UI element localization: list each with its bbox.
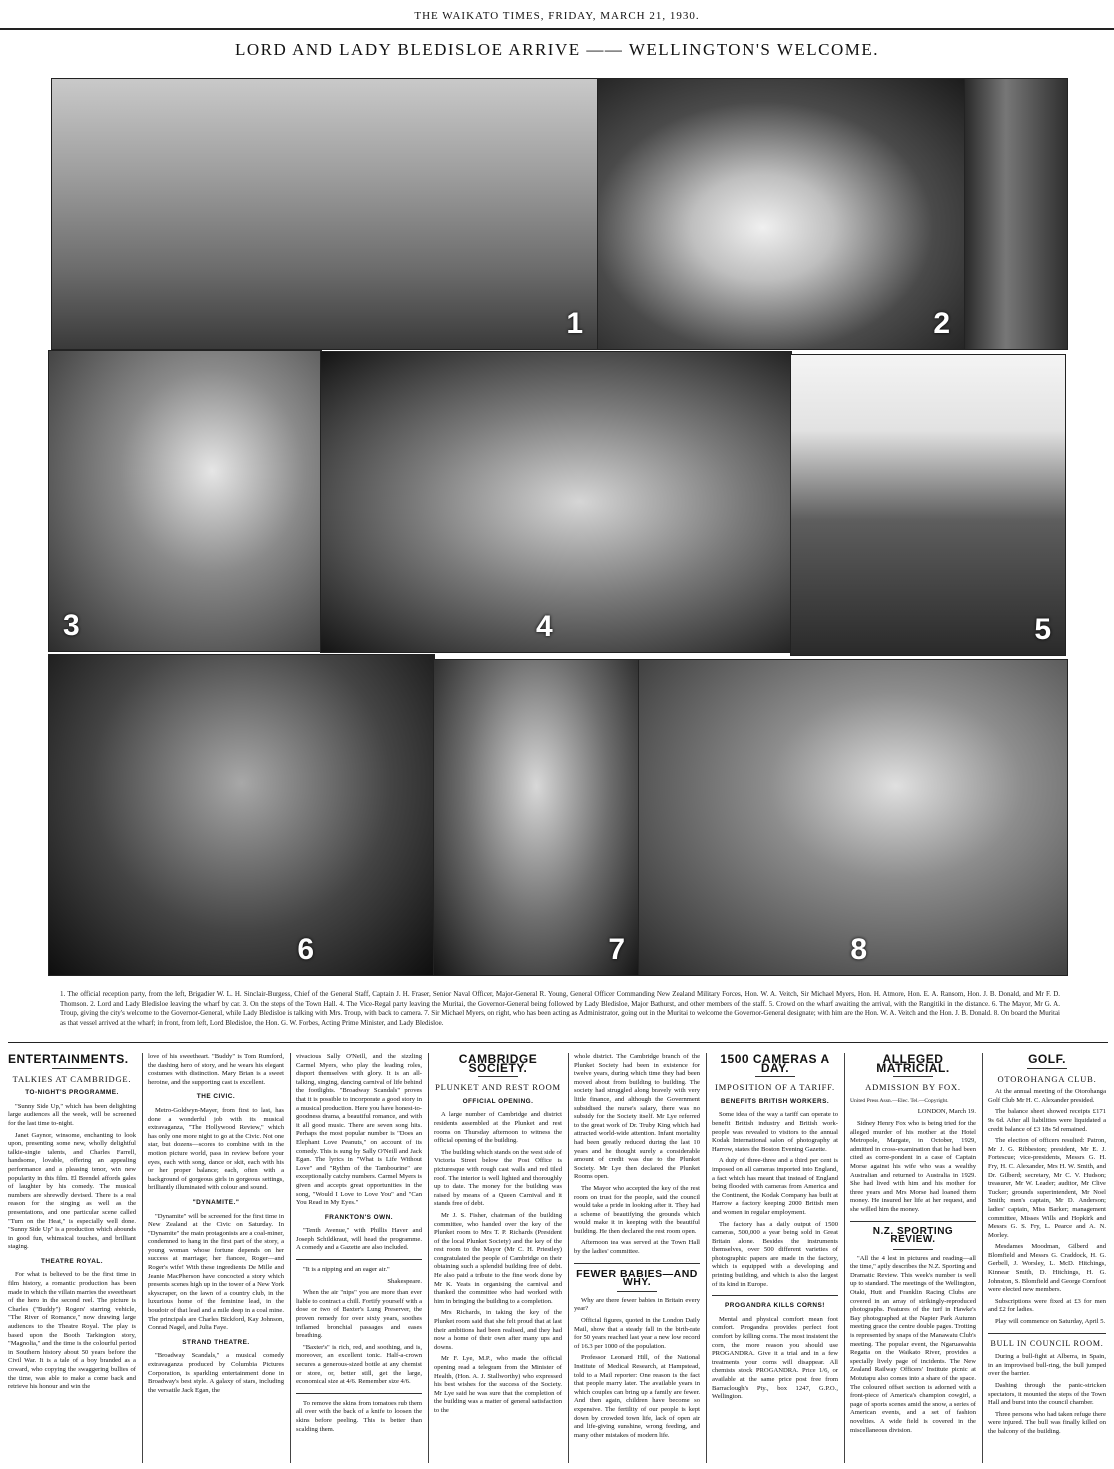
section-head: "DYNAMITE." xyxy=(192,1198,240,1206)
headline: CAMBRIDGE SOCIETY. xyxy=(458,1053,538,1075)
column-entertainments xyxy=(8,1053,136,1463)
photo-mayor-welcome xyxy=(48,654,435,976)
headline: 1500 CAMERAS A DAY. xyxy=(720,1053,830,1075)
paragraph: Dashing through the panic-stricken spectators, it mounted the steps of the Town Hall and burst into the council chamber. xyxy=(988,1382,1106,1407)
photo-vice-regal-party xyxy=(320,351,792,653)
subheadline: OTOROHANGA CLUB. xyxy=(997,1073,1097,1084)
paragraph: The election of officers resulted: Patron, Mr J. G. Ribbeston; president, Mr E. J. Fortescue; vice-presidents, Messrs G. H. Fry, H. C. Alexander, Mrs H. W. Smith, and Dr. Gilberd; secretary, Mr C. V. Hudson; treasurer, Mr W. Leader; auditor, Mr Clive Tucker; grounds superintendent, Mr Noel Smith; men's captain, Mr D. Anderson; ladies' captain, Miss Barker; management committee, Misses Wills and Hopkirk and Messrs G. S. Fry, L. Pearce and A. N. Morley. xyxy=(988,1137,1106,1239)
column-alleged-matricial xyxy=(850,1053,976,1463)
paragraph: vivacious Sally O'Neill, and the sizzling Carmel Myers, who play the leading roles, disport themselves with glory. It is an all-talking, singing, dancing carnival of life behind the footlights. "Broadway Scandals" proves that it is possible to incorporate a good story in a musical production. Here you have honest-to-goodness drama, a beautiful romance, and with it all good music. There are seven song hits. Perhaps the most popular number is "Does an Elephant Love Peanuts," on account of its comedy. This is sung by Sally O'Neill and Jack Egan. The lyrics in "What is Life Without Love" and "Rythm of the Tambourine" are exceptionally catchy numbers. Carmel Myers is given and accepts great opportunities in the song, "Would I Love to Love You" and "Can You Read in My Eyes." xyxy=(296,1053,422,1207)
paragraph: Subscriptions were fixed at £3 for men and £2 for ladies. xyxy=(988,1297,1106,1314)
paragraph: "Dynamite" will be screened for the first time in New Zealand at the Civic on Saturday. In "Dynamite" the main protagonists are a coal-miner, condemned to hang in the first part of the story, a young woman whose fortune depends on her success at marriage; her fiancee, Roger—and Roger's wife! With these ingredients De Mille and Jeanie MacPherson have concocted a story which presents scenes high up in the tower of a New York skyscraper, on the lawn of a country club, in the luxurious home of the feminine lead, in the boudoir of that lead and a mile deep in a coal mine. The principals are Charles Bickford, Kay Johnson, Conrad Nagel, and Julia Faye. xyxy=(148,1212,284,1332)
paragraph: "Broadway Scandals," a musical comedy extravaganza produced by Columbia Pictures Corporation, is sparkling entertainment done in Broadway's best style. A galaxy of stars, including the versatile Jack Egan, the xyxy=(148,1352,284,1394)
column-golf xyxy=(988,1053,1106,1463)
paragraph: A large number of Cambridge and district residents assembled at the Plunket and rest rooms on Thursday afternoon to witness the official opening of the building. xyxy=(434,1111,562,1145)
paragraph: love of his sweetheart. "Buddy" is Tom Rumford, the dashing hero of story, and he wears his elegant costumes with distinction. Mary Brian is a sweet heroine, and the supporting cast is excellent. xyxy=(148,1053,284,1086)
photo-on-board-muritai xyxy=(638,659,1068,976)
paragraph: The balance sheet showed receipts £171 9s 6d. After all liabilities were liquidated a credit balance of £3 18s 5d remained. xyxy=(988,1108,1106,1133)
paragraph: Mental and physical comfort mean foot comfort. Progandra provides perfect foot comfort by killing corns. The most insistent the corn, the more reason you should use PROGANDRA. Give it a trial and in a few treatments your corns will disappear. All chemists stock PROGANDRA. Price 1/6, or available at the same price post free from Barraclough's Pty., box 1247, G.P.O., Wellington. xyxy=(712,1315,838,1401)
headline: FEWER BABIES—AND WHY. xyxy=(576,1267,698,1289)
subheadline: PLUNKET AND REST ROOM xyxy=(435,1082,561,1093)
section-head: THEATRE ROYAL. xyxy=(40,1257,104,1265)
column-broadway xyxy=(296,1053,422,1463)
paragraph: "Tenth Avenue," with Phillis Haver and Joseph Schildkraut, will head the programme. A comedy and a Gazette are also included. xyxy=(296,1227,422,1252)
photo-number: 3 xyxy=(63,609,80,642)
section-head: OFFICIAL OPENING. xyxy=(462,1097,534,1105)
column-cambridge-society xyxy=(434,1053,562,1463)
dateline: LONDON, March 19. xyxy=(917,1108,976,1116)
section-head: BENEFITS BRITISH WORKERS. xyxy=(720,1097,830,1105)
photo-leaving-wharf xyxy=(597,78,965,350)
section-head: PROGANDRA KILLS CORNS! xyxy=(725,1302,825,1310)
paragraph: The factory has a daily output of 1500 cameras, 500,000 a year being sold in Great Britain alone. Besides the instruments themselves, over 500 different varieties of photographic papers are made in the factory, which is equipped with a developing and printing building, and which is also the largest of its kind in Europe. xyxy=(712,1220,838,1288)
section-head: STRAND THEATRE. xyxy=(182,1338,250,1346)
subheadline: TALKIES AT CAMBRIDGE. xyxy=(12,1073,132,1084)
photo-number: 5 xyxy=(1034,613,1051,646)
paragraph: "All the 4 lest in pictures and reading—all the time," aptly describes the N.Z. Sporting and Dramatic Review. This week's number is well up to standard. The meetings of the Wellington, Otaki, Hutt and Franklin Racing Clubs are covered in an array of strikingly-reproduced photographs. Features of the turf in Hawke's Bay photographed at the Napier Park Autumn meeting grace the centre double pages. Trotting is represented by snaps of the Manawatu Club's meeting. The popular event, the Ngaruawahia Regatta on the Waikato River, provides a specially lively page of incidents. The New Zealand Railway Officers' Institute picnic at Motutapu also comes into a share of the space. The coloured offset section is adorned with a front-piece of America's champion cowgirl, a page of sports scenes amid the snow, a series of American events, and a set of fashion novelties. A wide field is covered in the miscellaneous division. xyxy=(850,1254,976,1434)
paragraph: During a bull-fight at Alberra, in Spain, in an improvised bull-ring, the bull jumped over the barrier. xyxy=(988,1353,1106,1378)
paragraph: When the air "nips" you are more than ever liable to contract a chill. Fortify yourself with a dose or two of Baxter's Lung Preserver, the proven remedy for over sixty years, soothes inflamed bronchial passages and eases breathing. xyxy=(296,1289,422,1340)
photo-caption: 1. The official reception party, from the left, Brigadier W. L. H. Sinclair-Burgess, Chief of the General Staff, Captain J. H. Fraser, Senior Naval Officer, Major-General R. Young, General Officer Commanding New Zealand Military Forces, Hon. W. A. Veitch, Sir Michael Myers, Hon. H. Atmore, Hon. E. A. Ransom, Hon. J. B. Donald, and Mr F. D. Thomson. 2. Lord and Lady Bledisloe leaving the wharf by car. 3. On the steps of the Town Hall. 4. The Vice-Regal party leaving the Muritai, the Governor-General being followed by Lady Bledisloe, Major Bathurst, and other members of the staff. 5. Crowd on the wharf awaiting the arrival, with the Rangitiki in the distance. 6. The Mayor, Mr G. A. Troup, giving the city's welcome to the Governor-General, while Lady Bledisloe is talking with Mrs. Troup, with back to camera. 7. Sir Michael Myers, on right, who has been acting as Administrator, going out in the Muritai to welcome the Governor-General designate; with him are the Hon. W. A. Veitch and the Hon. J. B. Donald. 8. On board the Muritai as that vessel arrived at the wharf; in front, from left, Lord Bledisloe, the Hon. G. W. Forbes, Acting Prime Minister, and Lady Bledisloe. xyxy=(60,990,1060,1027)
wire-credit: United Press Assn.—Elec. Tel.—Copyright. xyxy=(850,1097,949,1104)
text-columns xyxy=(8,1042,1108,1468)
column-plunket-fewer-babies xyxy=(574,1053,700,1463)
quote: "It is a nipping and an eager air." xyxy=(303,1266,390,1274)
paragraph: Some idea of the way a tariff can operate to benefit British industry and British work-people was revealed to visitors to the annual Kodak International salon of photography at Harrow, states the Boston Evening Gazette. xyxy=(712,1111,838,1153)
paragraph: Professor Leonard Hill, of the National Institute of Medical Research, at Hampstead, told to a Mail reporter: One reason is the fact that people marry later. The available years in which couples can bring up a family are fewer. And then again, children have become so expensive. The fertility of our people is kept down by crowded town life, lack of open air and life-giving sunshine, wrong feeding, and many other mistakes of modern life. xyxy=(574,1354,700,1439)
paragraph: Three persons who had taken refuge there were injured. The bull was finally killed on the balcony of the building. xyxy=(988,1410,1106,1435)
photo-number: 1 xyxy=(566,307,583,340)
section-head: TO-NIGHT'S PROGRAMME. xyxy=(25,1089,119,1097)
headline: N.Z. SPORTING REVIEW. xyxy=(872,1225,954,1246)
photo-number: 4 xyxy=(536,610,553,643)
photo-number: 2 xyxy=(933,307,950,340)
paragraph: To remove the skins from tomatoes rub them all over with the back of a knife to loosen the skins before peeling. This is better than scalding them. xyxy=(296,1399,422,1433)
subheadline: IMPOSITION OF A TARIFF. xyxy=(715,1082,835,1093)
photo-crowd-wharf xyxy=(790,354,1066,656)
paragraph: Mesdames Moodman, Gilberd and Blomfield and Messrs G. Craddock, H. G. Gerbell, J. Worsley, L. McD. Hitchings, Kinnear Smith, D. Hitchings, H. G. Johnston, S. Blomfield and George Cornfoot were elected new members. xyxy=(988,1243,1106,1294)
paragraph: A duty of three-three and a third per cent is imposed on all cameras imported into England, a fact which has meant that instead of England being flooded with cameras from America and the Continent, the Kodak Company has built at Harrow a factory keeping 2000 British men and women in regular employment. xyxy=(712,1157,838,1216)
column-civic xyxy=(148,1053,284,1463)
paragraph: Official figures, quoted in the London Daily Mail, show that a steady fall in the birth-rate for 50 years reached last year a new low record of 16.3 per 1000 of the population. xyxy=(574,1317,700,1350)
photo-number: 8 xyxy=(850,933,867,966)
masthead: THE WAIKATO TIMES, FRIDAY, MARCH 21, 1930. xyxy=(0,6,1114,30)
photo-strip xyxy=(964,78,1068,350)
paragraph: "Baxter's" is rich, red, and soothing, and is, moreover, an excellent tonic. Half-a-crown secures a generous-sized bottle at any chemist or store, or, better still, get the large, economical size at 4/6. Remember size 4/6. xyxy=(296,1343,422,1386)
paragraph: Mrs Richards, in taking the key of the Plunket room said that she felt proud that at last their ambitions had been realised, and they had now a home of their own after many ups and downs. xyxy=(434,1309,562,1351)
photo-reception-party xyxy=(51,78,598,350)
paragraph: Why are there fewer babies in Britain every year? xyxy=(574,1296,700,1313)
paragraph: At the annual meeting of the Otorohanga Golf Club Mr H. C. Alexander presided. xyxy=(988,1088,1106,1104)
photo-sir-michael-myers xyxy=(433,659,640,976)
paragraph: "Sunny Side Up," which has been delighting large audiences all the week, will be screened for the last time to-night. xyxy=(8,1102,136,1127)
photo-town-hall-steps xyxy=(48,350,322,652)
column-cameras xyxy=(712,1053,838,1463)
page-banner-headline: LORD AND LADY BLEDISLOE ARRIVE —— WELLINGTON'S WELCOME. xyxy=(234,40,879,59)
paragraph: whole district. The Cambridge branch of the Plunket Society had been in existence for twelve years, during which time they had been moved about from building to building. The society had struggled along bravely with very little finance, and although the Government subsidised the nurse's salary, there was no subsidy for the Society itself. Mr Lye referred to the great work of Dr. Truby King which had attracted world-wide attention. Infant mortality had been greatly reduced during the last 10 years and he thought surely a considerable amount of credit was due to the Plunket Society. Mr Lye then declared the Plunket Rooms open. xyxy=(574,1053,700,1181)
paragraph: Metro-Goldwyn-Mayer, from first to last, has done a wonderful job with its musical extravaganza, "The Hollywood Review," which has only one more night to go at the Civic. Not one star, but dozens—scores to combine with in the motion picture world, pass in review before your eyes, each with song, dance or skit, each with his or her proper balance; each, often with a background of gorgeous girls in gorgeous settings, brilliantly illuminated with colour and sound. xyxy=(148,1106,284,1192)
paragraph: For what is believed to be the first time in film history, a romantic production has been made in which the villain marries the sweetheart of the hero in the second reel. The picture is Charles ("Buddy") Rogers' starring vehicle, "The River of Romance," now drawing large audiences to the Theatre Royal. The play is based upon the Booth Tarkington story, "Magnolia," and the time is the colourful period in Southern history about 50 years before the Civil War. It is a tale of a boy branded as a coward, who copying the swaggering bullies of the time, was able to make a come back and retrieve his honour and win the xyxy=(8,1271,136,1391)
headline: GOLF. xyxy=(1028,1053,1066,1066)
photo-collage xyxy=(48,74,1068,990)
paragraph: Mr F. Lye, M.P., who made the official opening read a telegram from the Minister of Health, (Hon. A. J. Stallworthy) who expressed his best wishes for the success of the Society. Mr Lye said he was sure that the completion of the building was a matter of general satisfaction to the xyxy=(434,1355,562,1414)
quote-attribution: Shakespeare. xyxy=(387,1277,422,1285)
paragraph: Mr J. S. Fisher, chairman of the building committee, who handed over the key of the Plunket room to Mrs T. P. Richards (President of the local Plunket Society) and the key of the rest room to the Mayor (Mr C. H. Priestley) congratulated the people of Cambridge on their obtaining such a splendid building free of debt. He also paid a tribute to the fine work done by Mr K. Yeats in organising the carnival and thanked the committee who had worked with him in bringing the building to a completion. xyxy=(434,1211,562,1305)
headline: ENTERTAINMENTS. xyxy=(8,1053,129,1066)
headline: ALLEGED MATRICIAL. xyxy=(876,1053,950,1075)
subheadline: ADMISSION BY FOX. xyxy=(865,1082,961,1093)
section-head: FRANKTON'S OWN. xyxy=(324,1213,394,1221)
photo-number: 6 xyxy=(297,933,314,966)
paragraph: The Mayor who accepted the key of the rest room on trust for the people, said the council would take a pride in looking after it. They had a scheme of beautifying the grounds which would make it in keeping with the beautiful building. He then declared the rest room open. xyxy=(574,1184,700,1235)
paragraph: The building which stands on the west side of Victoria Street below the Post Office is picturesque with rough cast walls and red tiled roof. The interior is well lighted and thoroughly up to date. The money for the building was raised by means of a Queen Carnival and it stands free of debt. xyxy=(434,1148,562,1208)
subheadline: BULL IN COUNCIL ROOM. xyxy=(990,1338,1104,1348)
paragraph: Sidney Henry Fox who is being tried for the alleged murder of his mother at the Hotel Metropole, Margate, in October, 1929, admitted in cross-examination that he had been cited as corre-pondent in a case of Captain Morse against his wife who was a wealthy Australian and returned to Australia in 1929. She had lived with him and his mother for three years and Mrs Morse had loaned them money. He insured her life at her request, and she willed him the money. xyxy=(850,1119,976,1213)
paragraph: Play will commence on Saturday, April 5. xyxy=(995,1318,1106,1326)
paragraph: Janet Gaynor, winsome, enchanting to look upon, presenting some new, wholly delightful talkie-singie talents, and Charles Farrell, handsome, lovable, offering an appealing performance and a pleasing tenor, win new popularity in this film. El Brendel affords gales of laughter by his comedy. The musical numbers are shrewdly devised. There is a real reason for the singing as well as the presentations, and one particular scene called "Turn on the Heat," is especially well done. "Sunny Side Up" is a production which abounds in good fun, whimsical touches, and brilliant staging. xyxy=(8,1131,136,1251)
photo-number: 7 xyxy=(608,933,625,966)
paragraph: Afternoon tea was served at the Town Hall by the ladies' committee. xyxy=(574,1239,700,1256)
section-head: THE CIVIC. xyxy=(196,1093,236,1101)
